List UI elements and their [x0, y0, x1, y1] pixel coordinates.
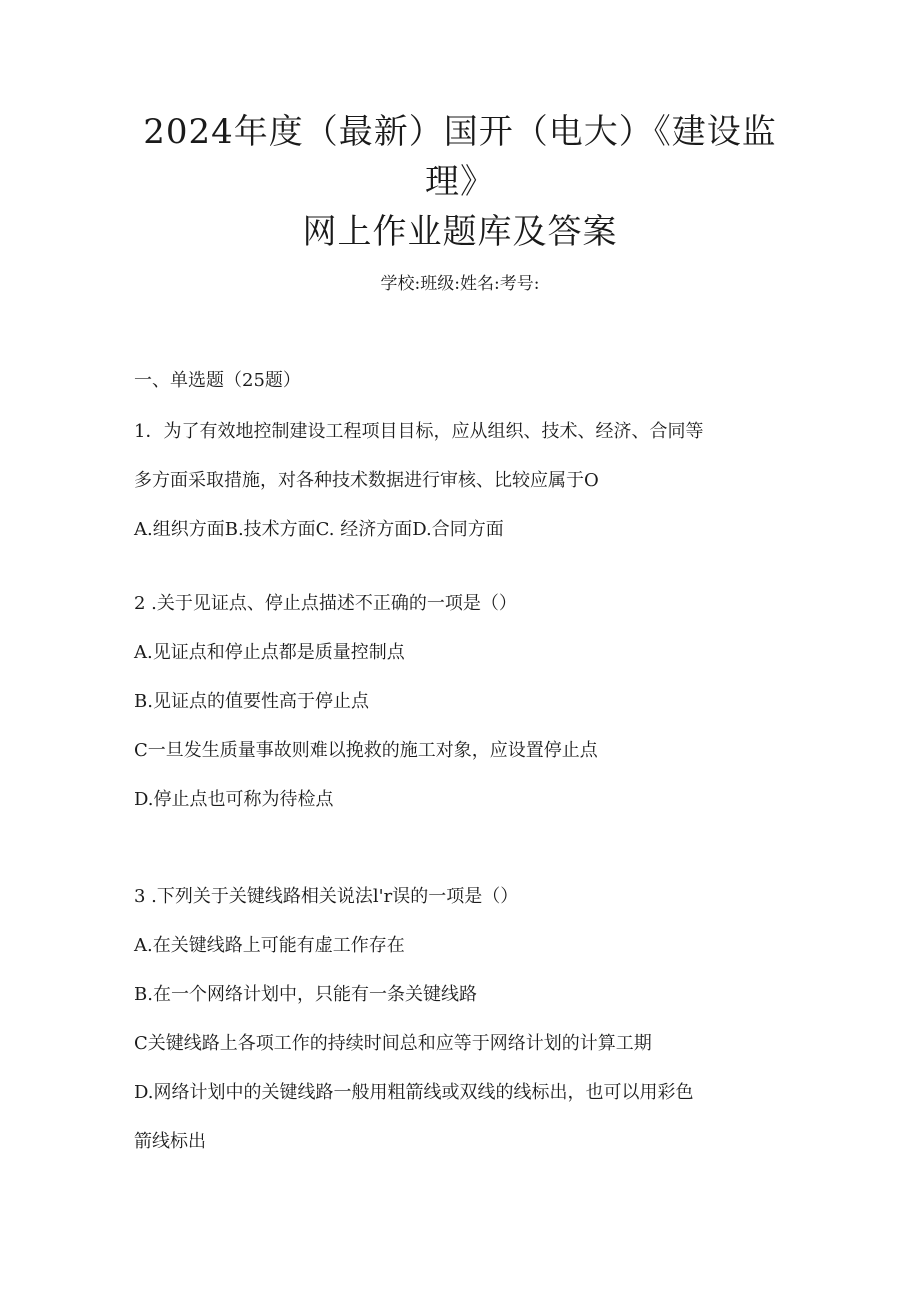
- section-heading: 一、单选题（25题）: [134, 370, 301, 391]
- question-3-option-d-line-2: 箭线标出: [134, 1131, 206, 1152]
- question-1-stem-line-2: 多方面采取措施，对各种技术数据进行审核、比较应属于O: [134, 470, 599, 491]
- question-1-stem-line-1: 1．为了有效地控制建设工程项目目标，应从组织、技术、经济、合同等: [134, 421, 704, 442]
- title-line-1: 2024年度（最新）国开（电大）《建设监: [143, 112, 777, 152]
- question-2-option-a: A.见证点和停止点都是质量控制点: [134, 642, 405, 663]
- question-2-option-c: C一旦发生质量事故则难以挽救的施工对象，应设置停止点: [134, 740, 598, 761]
- question-2-stem: 2 .关于见证点、停止点描述不正确的一项是（）: [134, 593, 517, 614]
- question-2-option-d: D.停止点也可称为待检点: [134, 789, 334, 810]
- question-3-option-d-line-1: D.网络计划中的关键线路一般用粗箭线或双线的线标出，也可以用彩色: [134, 1082, 694, 1103]
- question-3-option-b: B.在一个网络计划中，只能有一条关键线路: [134, 984, 477, 1005]
- question-3-option-a: A.在关键线路上可能有虚工作存在: [134, 935, 405, 956]
- title-line-3: 网上作业题库及答案: [302, 212, 618, 252]
- question-2-option-b: B.见证点的值要性高于停止点: [134, 691, 369, 712]
- question-3-stem: 3 .下列关于关键线路相关说法l'r误的一项是（）: [134, 886, 519, 907]
- title-line-2: 理》: [425, 162, 495, 202]
- question-1-options: A.组织方面B.技术方面C. 经济方面D.合同方面: [134, 519, 504, 540]
- student-info-line: 学校:班级:姓名:考号:: [380, 274, 540, 294]
- question-3-option-c: C关键线路上各项工作的持续时间总和应等于网络计划的计算工期: [134, 1033, 652, 1054]
